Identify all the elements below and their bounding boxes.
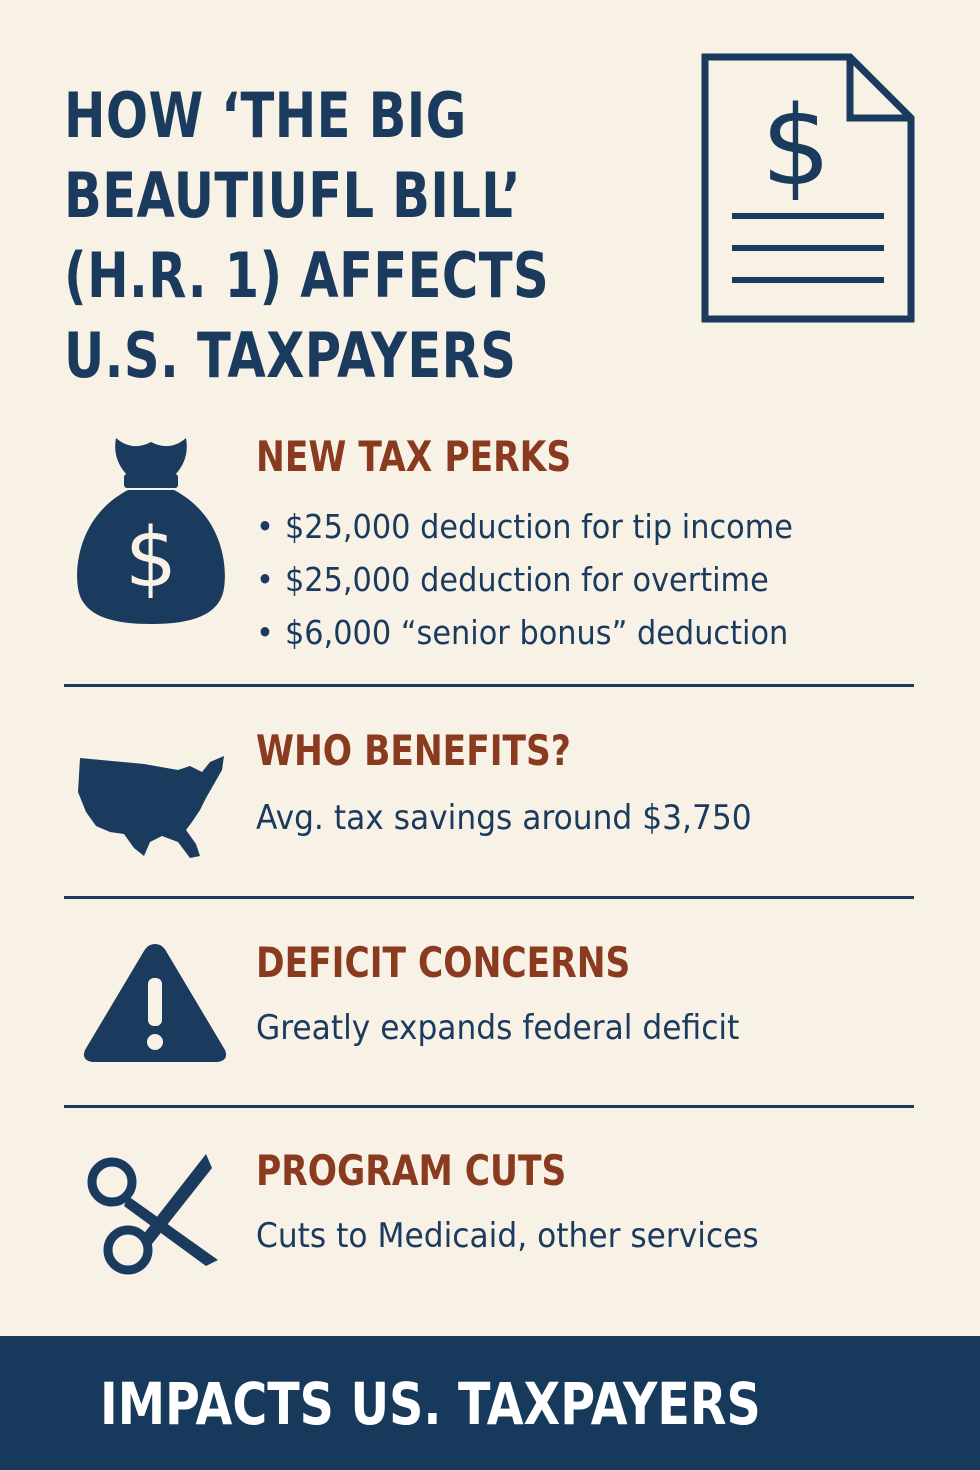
divider — [64, 1105, 914, 1108]
section-text-program-cuts: Cuts to Medicaid, other services — [256, 1216, 759, 1256]
us-map-icon — [74, 752, 230, 864]
title-line-3: (H.R. 1) AFFECTS — [64, 239, 550, 312]
section-heading-program-cuts: PROGRAM CUTS — [256, 1146, 567, 1195]
page-title — [64, 76, 550, 396]
svg-text:$: $ — [124, 511, 178, 606]
section-heading-who-benefits: WHO BENEFITS? — [256, 726, 571, 775]
footer-text: IMPACTS US. TAXPAYERS — [100, 1370, 761, 1438]
title-line-2: BEAUTIUFL BILL’ — [64, 159, 522, 232]
divider — [64, 684, 914, 687]
scissors-icon — [80, 1150, 230, 1280]
list-item: • $6,000 “senior bonus” deduction — [256, 606, 793, 659]
warning-icon — [80, 938, 230, 1066]
footer-banner — [0, 1336, 980, 1470]
svg-text:$: $ — [761, 82, 831, 210]
dollar-document-icon — [700, 52, 916, 324]
section-text-who-benefits: Avg. tax savings around $3,750 — [256, 798, 752, 838]
perks-list — [256, 500, 840, 659]
divider — [64, 896, 914, 899]
list-item: • $25,000 deduction for overtime — [256, 553, 793, 606]
money-bag-icon — [72, 430, 230, 626]
section-heading-new-tax-perks: NEW TAX PERKS — [256, 432, 572, 481]
title-line-1: HOW ‘THE BIG — [64, 79, 467, 152]
section-heading-deficit-concerns: DEFICIT CONCERNS — [256, 938, 631, 987]
list-item: • $25,000 deduction for tip income — [256, 500, 793, 553]
title-line-4: U.S. TAXPAYERS — [64, 319, 517, 392]
section-text-deficit-concerns: Greatly expands federal deficit — [256, 1008, 740, 1048]
